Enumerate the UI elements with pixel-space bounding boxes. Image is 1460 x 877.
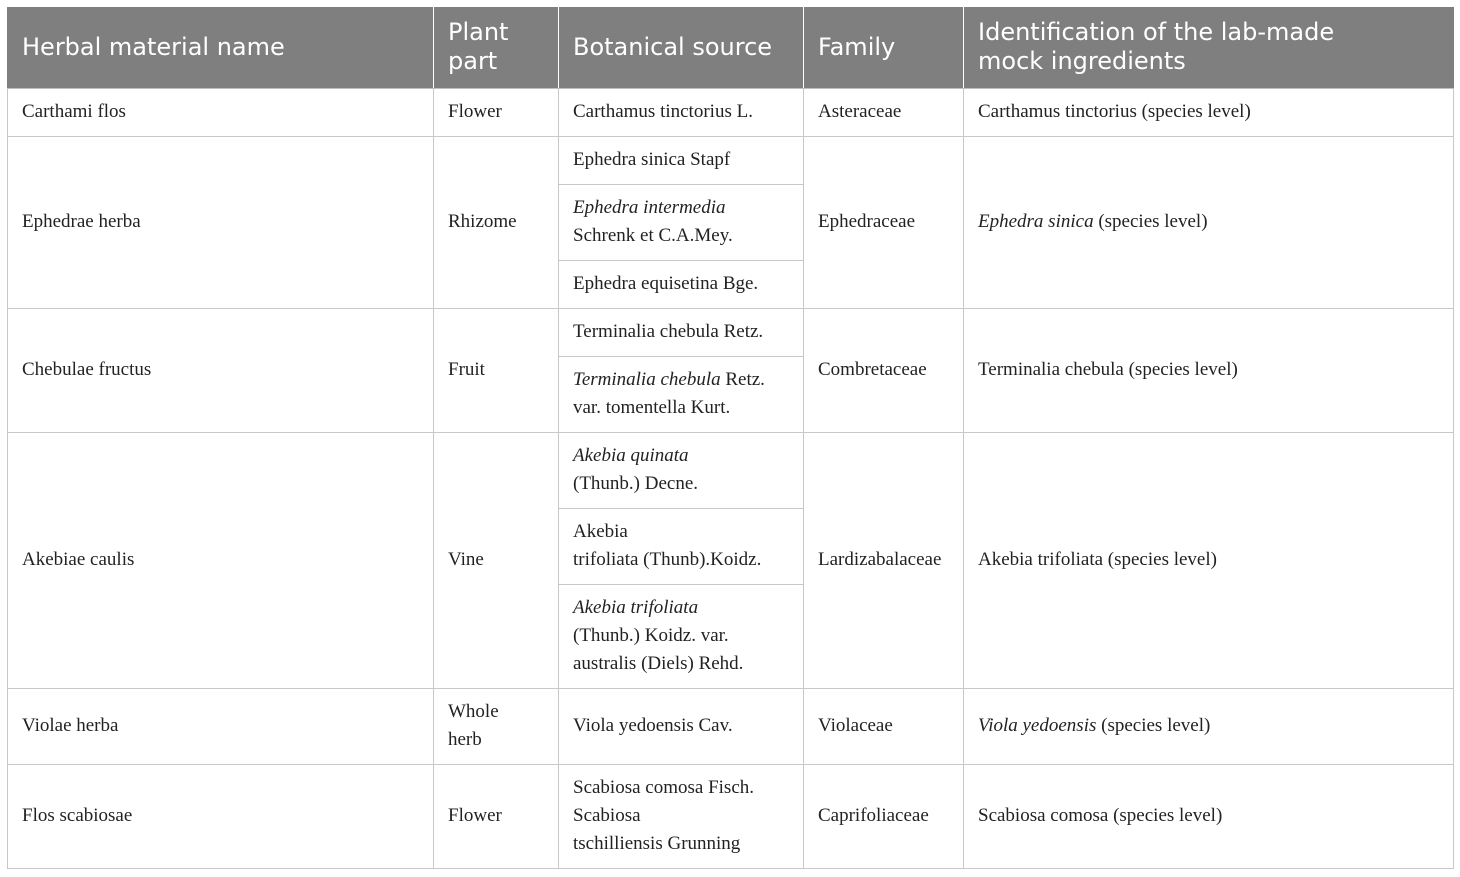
- table-row: [8, 432, 1454, 508]
- botanical-name-text: Retz.: [720, 369, 765, 390]
- botanical-source-line: [573, 318, 789, 346]
- header-plant-part: [434, 7, 559, 88]
- cell-herbal-material-name: Carthami flos: [8, 88, 434, 136]
- cell-identification: [964, 688, 1454, 764]
- cell-plant-part-line: Flower: [448, 101, 502, 122]
- cell-herbal-material-name: Akebiae caulis: [8, 432, 434, 688]
- cell-plant-part-line: Flower: [448, 805, 502, 826]
- botanical-source-line: [573, 802, 789, 830]
- cell-family: Asteraceae: [804, 88, 964, 136]
- botanical-name-italic: Ephedra intermedia: [573, 197, 726, 218]
- botanical-name-text: Scabiosa comosa Fisch.: [573, 777, 755, 798]
- identification-text: Scabiosa comosa (species level): [978, 805, 1223, 826]
- cell-botanical-source: [559, 136, 804, 184]
- botanical-source-line: [573, 830, 789, 858]
- identification-text: Akebia trifoliata (species level): [978, 549, 1217, 570]
- botanical-name-text: Ephedra sinica Stapf: [573, 149, 731, 170]
- botanical-name-text: trifoliata (Thunb).Koidz.: [573, 549, 762, 570]
- botanical-source-line: [573, 394, 789, 422]
- cell-plant-part-line: Fruit: [448, 359, 485, 380]
- cell-plant-part-line: Rhizome: [448, 211, 517, 232]
- cell-botanical-source: [559, 308, 804, 356]
- cell-family: Caprifoliaceae: [804, 764, 964, 868]
- cell-botanical-source: [559, 432, 804, 508]
- identification-text: Carthamus tinctorius (species level): [978, 101, 1251, 122]
- botanical-name-italic: Akebia trifoliata: [573, 597, 699, 618]
- botanical-name-italic: Akebia quinata: [573, 445, 689, 466]
- header-identification: [964, 7, 1454, 88]
- cell-herbal-material-name: Ephedrae herba: [8, 136, 434, 308]
- header-family: Family: [804, 7, 964, 88]
- table-row: [8, 88, 1454, 136]
- cell-identification: [964, 136, 1454, 308]
- cell-family: Combretaceae: [804, 308, 964, 432]
- identification-italic: Ephedra sinica: [978, 211, 1094, 232]
- botanical-name-text: var. tomentella Kurt.: [573, 397, 731, 418]
- botanical-name-text: Scabiosa: [573, 805, 641, 826]
- header-herbal-material-name: Herbal material name: [8, 7, 434, 88]
- botanical-name-text: tschilliensis Grunning: [573, 833, 741, 854]
- botanical-source-line: [573, 98, 789, 126]
- identification-text: (species level): [1096, 715, 1211, 736]
- cell-herbal-material-name: Violae herba: [8, 688, 434, 764]
- botanical-source-line: [573, 774, 789, 802]
- botanical-source-line: [573, 712, 789, 740]
- cell-botanical-source: [559, 584, 804, 688]
- botanical-source-line: [573, 470, 789, 498]
- botanical-source-line: [573, 146, 789, 174]
- cell-identification: [964, 432, 1454, 688]
- botanical-source-line: [573, 518, 789, 546]
- botanical-source-line: [573, 594, 789, 622]
- botanical-source-line: [573, 442, 789, 470]
- header-plant-part-line: Plant: [448, 18, 509, 47]
- botanical-name-text: Schrenk et C.A.Mey.: [573, 225, 733, 246]
- botanical-name-text: Carthamus tinctorius L.: [573, 101, 753, 122]
- table-row: [8, 688, 1454, 764]
- cell-botanical-source: [559, 184, 804, 260]
- botanical-source-line: [573, 650, 789, 678]
- botanical-name-text: Terminalia chebula Retz.: [573, 321, 764, 342]
- cell-botanical-source: [559, 260, 804, 308]
- header-identification-line: Identification of the lab-made: [978, 18, 1335, 47]
- table-row: [8, 764, 1454, 868]
- identification-text: Terminalia chebula (species level): [978, 359, 1238, 380]
- cell-botanical-source: [559, 88, 804, 136]
- header-botanical-source: Botanical source: [559, 7, 804, 88]
- cell-identification: [964, 88, 1454, 136]
- botanical-name-text: (Thunb.) Decne.: [573, 473, 699, 494]
- botanical-name-text: australis (Diels) Rehd.: [573, 653, 744, 674]
- cell-family: Lardizabalaceae: [804, 432, 964, 688]
- botanical-source-line: [573, 546, 789, 574]
- botanical-name-text: (Thunb.) Koidz. var.: [573, 625, 729, 646]
- botanical-name-text: Ephedra equisetina Bge.: [573, 273, 759, 294]
- botanical-source-line: [573, 222, 789, 250]
- header-plant-part-line: part: [448, 47, 498, 76]
- cell-herbal-material-name: Flos scabiosae: [8, 764, 434, 868]
- botanical-source-line: [573, 622, 789, 650]
- cell-identification: [964, 764, 1454, 868]
- cell-plant-part: [434, 764, 559, 868]
- cell-identification: [964, 308, 1454, 432]
- header-identification-line: mock ingredients: [978, 47, 1186, 76]
- cell-plant-part: [434, 88, 559, 136]
- table-body: [8, 88, 1454, 868]
- botanical-source-line: [573, 366, 789, 394]
- cell-family: Ephedraceae: [804, 136, 964, 308]
- cell-botanical-source: [559, 764, 804, 868]
- table-row: [8, 308, 1454, 356]
- cell-plant-part-line: Vine: [448, 549, 484, 570]
- cell-plant-part: [434, 432, 559, 688]
- botanical-name-italic: Terminalia chebula: [573, 369, 721, 390]
- cell-botanical-source: [559, 508, 804, 584]
- cell-herbal-material-name: Chebulae fructus: [8, 308, 434, 432]
- cell-plant-part: [434, 136, 559, 308]
- cell-plant-part-line: Whole: [448, 701, 499, 722]
- botanical-source-line: [573, 270, 789, 298]
- identification-text: (species level): [1093, 211, 1208, 232]
- cell-plant-part: [434, 308, 559, 432]
- table-header-row: [8, 7, 1454, 88]
- cell-family: Violaceae: [804, 688, 964, 764]
- botanical-source-line: [573, 194, 789, 222]
- herbal-materials-table: [7, 7, 1454, 869]
- cell-plant-part-line: herb: [448, 729, 482, 750]
- cell-botanical-source: [559, 356, 804, 432]
- botanical-name-text: Akebia: [573, 521, 628, 542]
- table-row: [8, 136, 1454, 184]
- botanical-name-text: Viola yedoensis Cav.: [573, 715, 733, 736]
- cell-plant-part: [434, 688, 559, 764]
- cell-botanical-source: [559, 688, 804, 764]
- identification-italic: Viola yedoensis: [978, 715, 1097, 736]
